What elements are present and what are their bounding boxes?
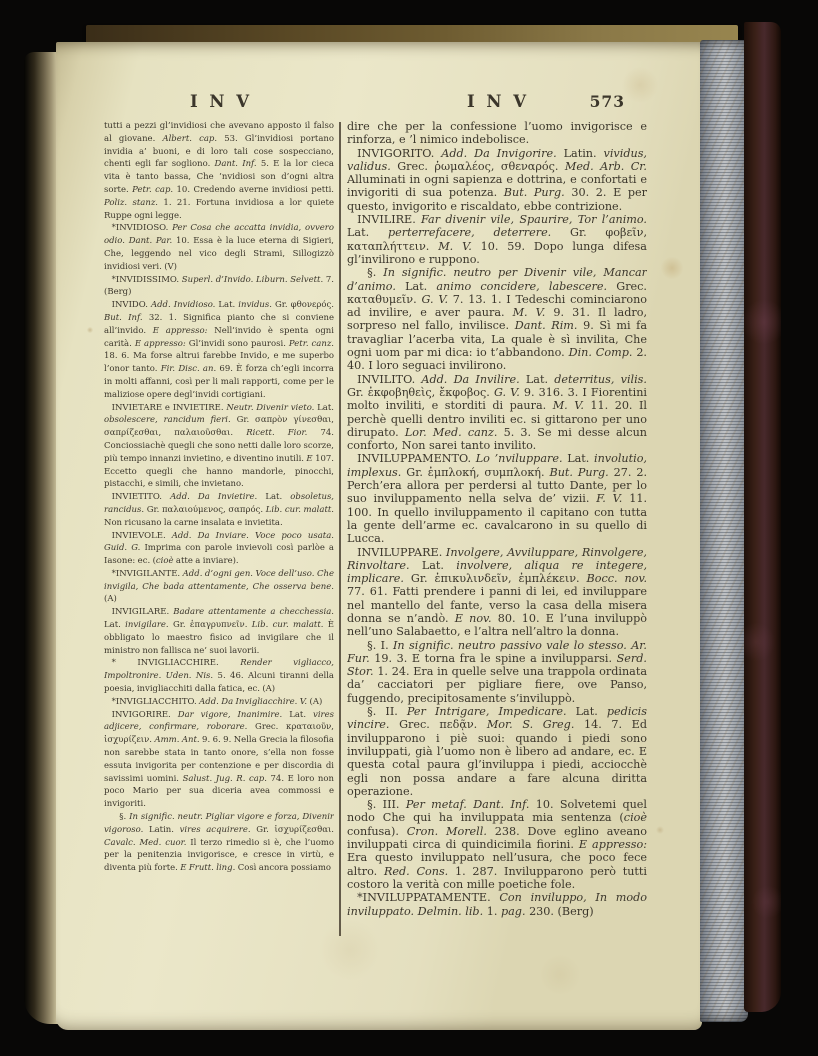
dictionary-paragraph: tutti a pezzi gl’invidiosi che avevano apposto il falso al giovane. Albert. cap. 53. Gl’invidiosi portano invidia a’ buoni, e di loro tali cose sospecciano, chenti egli far sogliono. Dant. Inf. 5. E la lor cieca vita è tanto bassa, Che ’nvidiosi son d’ogni altra sorte. Petr. cap. 10. Credendo averne invidiosi petti. Poliz. stanz. 1. 21. Fortuna invidiosa a lor quiete Ruppe ogni legge.	[104, 121, 334, 221]
dictionary-paragraph: dire che per la confessione l’uomo invigorisce e rinforza, e ’l nimico indebolisce.	[347, 120, 647, 147]
page-header	[56, 92, 702, 114]
dictionary-paragraph: *INVIGLIACCHITO. Add. Da Invigliacchire. V. (A)	[111, 696, 323, 707]
book-cover-edge	[744, 22, 781, 1012]
dictionary-paragraph: INVILUPPARE. Involgere, Avviluppare, Rinvolgere, Rinvoltare. Lat. involvere, aliqua re integere, implicare. Gr. ἐπικυλινδεῖν, ἐμπλέκειν. Bocc. nov. 77. 61. Fatti prendere i panni di lei, ed inviluppare nel mantello del fante, verso la casa della misera donna se n’andò. E nov. 80. 10. E l’una inviluppò nell’uno Salabaetto, e l’altra nell’altro la donna.	[347, 545, 647, 639]
column-divider	[339, 122, 341, 936]
dictionary-paragraph: *INVILUPPATAMENTE. Con inviluppo, In modo inviluppato. Delmin. lib. 1. pag. 230. (Berg)	[347, 891, 647, 918]
dictionary-paragraph: INVILITO. Add. Da Invilire. Lat. deterritus, vilis. Gr. ἐκφοβηθεὶς, ἔκφοβος. G. V. 9. 316. 3. I Fiorentini molto inviliti, e storditi di paura. M. V. 11. 20. Il perchè quelli dentro inviliti ec. si gittarono per uno dirupato. Lor. Med. canz. 5. 3. Se mi desse alcun conforto, Non sarei tanto invilito.	[347, 372, 647, 453]
dictionary-paragraph: §. III. Per metaf. Dant. Inf. 10. Solvetemi quel nodo Che qui ha inviluppata mia sentenza (cioè confusa). Cron. Morell. 238. Dove eglino aveano inviluppati circa di quindicimila fiorini. E appresso: Era questo inviluppato nell’usura, che poco fece altro. Red. Cons. 1. 287. Invilupparono però tutti costoro la verità con mille poetiche fole.	[347, 798, 647, 891]
dictionary-paragraph: *INVIDIOSO. Per Cosa che accatta invidia, ovvero odio. Dant. Par. 10. Essa è la luce eterna di Sigieri, Che, leggendo nel vico degli Strami, Sillogizzò invidiosi veri. (V)	[104, 223, 334, 272]
dictionary-paragraph: INVIETITO. Add. Da Invietire. Lat. obsoletus, rancidus. Gr. παλαιούμενος, σαπρός. Lib. cur. malatt. Non ricusano la carne insalata e invietita.	[104, 492, 334, 528]
dictionary-paragraph: INVIETARE e INVIETIRE. Neutr. Divenir vieto. Lat. obsolescere, rancidum fieri. Gr. σαπρὸν γίνεσθαι, σαπρίζεσθαι, παλαιοῦσθαι. Ricett. Fior. 74. Conciossiachè quegli che sono netti dalle loro scorze, più tempo innanzi invietino, e diventino inutili. E 107. Eccetto quegli che hanno mandorle, pinocchi, pistacchi, e simili, che invietano.	[104, 402, 334, 490]
dictionary-paragraph: INVIDO. Add. Invidioso. Lat. invidus. Gr. φθονερός. But. Inf. 32. 1. Significa pianto che si conviene all’invido. E appresso: Nell’invido è spenta ogni carità. E appresso: Gl’invidi sono paurosi. Petr. canz. 18. 6. Ma forse altrui farebbe Invido, e me superbo l’onor tanto. Fir. Disc. an. 69. È forza ch’egli incorra in molti affanni, così per li mali rapporti, come per le maliziose opere degl’invidi cortigiani.	[104, 300, 334, 400]
dictionary-paragraph: INVILIRE. Far divenir vile, Spaurire, Tor l’animo. Lat. perterrefacere, deterrere. Gr. φοβεῖν, καταπλήττειν. M. V. 10. 59. Dopo lunga difesa gl’invilirono e ruppono.	[347, 213, 647, 266]
dictionary-paragraph: §. In signific. neutr. Pigliar vigore e forza, Divenir vigoroso. Latin. vires acquirere. Gr. ἰσχυρίζεσθαι. Cavalc. Med. cuor. Il terzo rimedio si è, che l’uomo per la penitenzia invigorisce, e cresce in virtù, e diventa più forte. E Frutt. ling. Così ancora possiamo	[104, 812, 334, 874]
dictionary-paragraph: INVIGORIRE. Dar vigore, Inanimire. Lat. vires adjicere, confirmare, roborare. Grec. κραταιοῦν, ἰσχυρίζειν. Amm. Ant. 9. 6. 9. Nella Grecia la filosofia non sarebbe stata in tanto onore, s’ella non fosse essuta invigorita per contenzione e per discordia di savissimi uomini. Salust. Jug. R. cap. 74. E loro non poco Mario per sua diceria avea commossi e invigoriti.	[104, 709, 334, 810]
dictionary-paragraph: INVIGILARE. Badare attentamente a checchessia. Lat. invigilare. Gr. ἐπαγρυπνεῖν. Lib. cur. malatt. È obbligato lo maestro fisico ad invigilare che il ministro non fallisca ne’ suoi lavorii.	[104, 607, 334, 656]
running-title-left: I N V	[189, 92, 253, 111]
dictionary-paragraph: §. In signific. neutro per Divenir vile, Mancar d’animo. Lat. animo concidere, labescere. Grec. καταθυμεῖν. G. V. 7. 13. 1. I Tedeschi cominciarono ad invilire, e aver paura. M. V. 9. 31. Il ladro, sorpreso nel fallo, invilisce. Dant. Rim. 9. Sì mi fa travagliar l’acerba vita, La quale è sì invilita, Che ogni uom par mi dica: io t’abbandono. Din. Comp. 2. 40. I loro seguaci invilirono.	[347, 266, 647, 373]
dictionary-paragraph: §. I. In signific. neutro passivo vale lo stesso. Ar. Fur. 19. 3. E torna fra le spine a invilupparsi. Serd. Stor. 1. 24. Era in quelle selve una trappola ordinata da’ cacciatori per pigliare fiere, ove Panso, fuggendo, precipitosamente s’inviluppò.	[347, 638, 647, 705]
book-page	[56, 42, 702, 1030]
page-number: 573	[589, 92, 625, 111]
text-column-right	[347, 120, 647, 976]
dictionary-paragraph: * INVIGLIACCHIRE. Render vigliacco, Impoltronire. Uden. Nis. 5. 46. Alcuni tiranni della poesia, invigliacchiti dalla fatica, ec. (A)	[104, 658, 334, 695]
dictionary-paragraph: INVIGORITO. Add. Da Invigorire. Latin. vividus, validus. Grec. ῥωμαλέος, σθεναρός. Med. Arb. Cr. Alluminati in ogni sapienza e dottrina, e confortati e invigoriti di sua potenza. But. Purg. 30. 2. E per questo, invigorito e riscaldato, ebbe contrizione.	[347, 146, 647, 213]
dictionary-paragraph: *INVIGILANTE. Add. d’ogni gen. Voce dell’uso. Che invigila, Che bada attentamente, Che osserva bene. (A)	[104, 568, 334, 605]
dictionary-paragraph: INVILUPPAMENTO. Lo ’nviluppare. Lat. involutio, implexus. Gr. ἐμπλοκή, συμπλοκή. But. Purg. 27. 2. Perch’era allora per perdersi al tutto Dante, per lo suo inviluppamento nella selva de’ vizii. F. V. 11. 100. In quello inviluppamento il capitano con tutta la gente dell’arme ec. cavalcarono in su quello di Lucca.	[347, 452, 647, 546]
dictionary-paragraph: INVIEVOLE. Add. Da Inviare. Voce poco usata. Guid. G. Imprima con parole invievoli così parlòe a Iasone: ec. (cioè atte a inviare).	[104, 530, 334, 567]
previous-page-edge	[24, 52, 60, 1024]
dictionary-paragraph: §. II. Per Intrigare, Impedicare. Lat. pedicis vincire. Grec. πεδᾷν. Mor. S. Greg. 14. 7. Ed invilupparono i piè suoi: quando i piedi sono inviluppati, già l’uomo non è libero ad andare, ec. E questa cotal paura gl’inviluppa i piedi, acciocchè egli non possa andare a fare alcuna diritta operazione.	[347, 705, 647, 798]
dictionary-paragraph: *INVIDISSIMO. Superl. d’Invido. Liburn. Selvett. 7. (Berg)	[104, 274, 334, 298]
running-title-right: I N V	[466, 92, 530, 111]
page-stack-edge	[700, 40, 748, 1022]
text-column-left	[104, 120, 334, 976]
